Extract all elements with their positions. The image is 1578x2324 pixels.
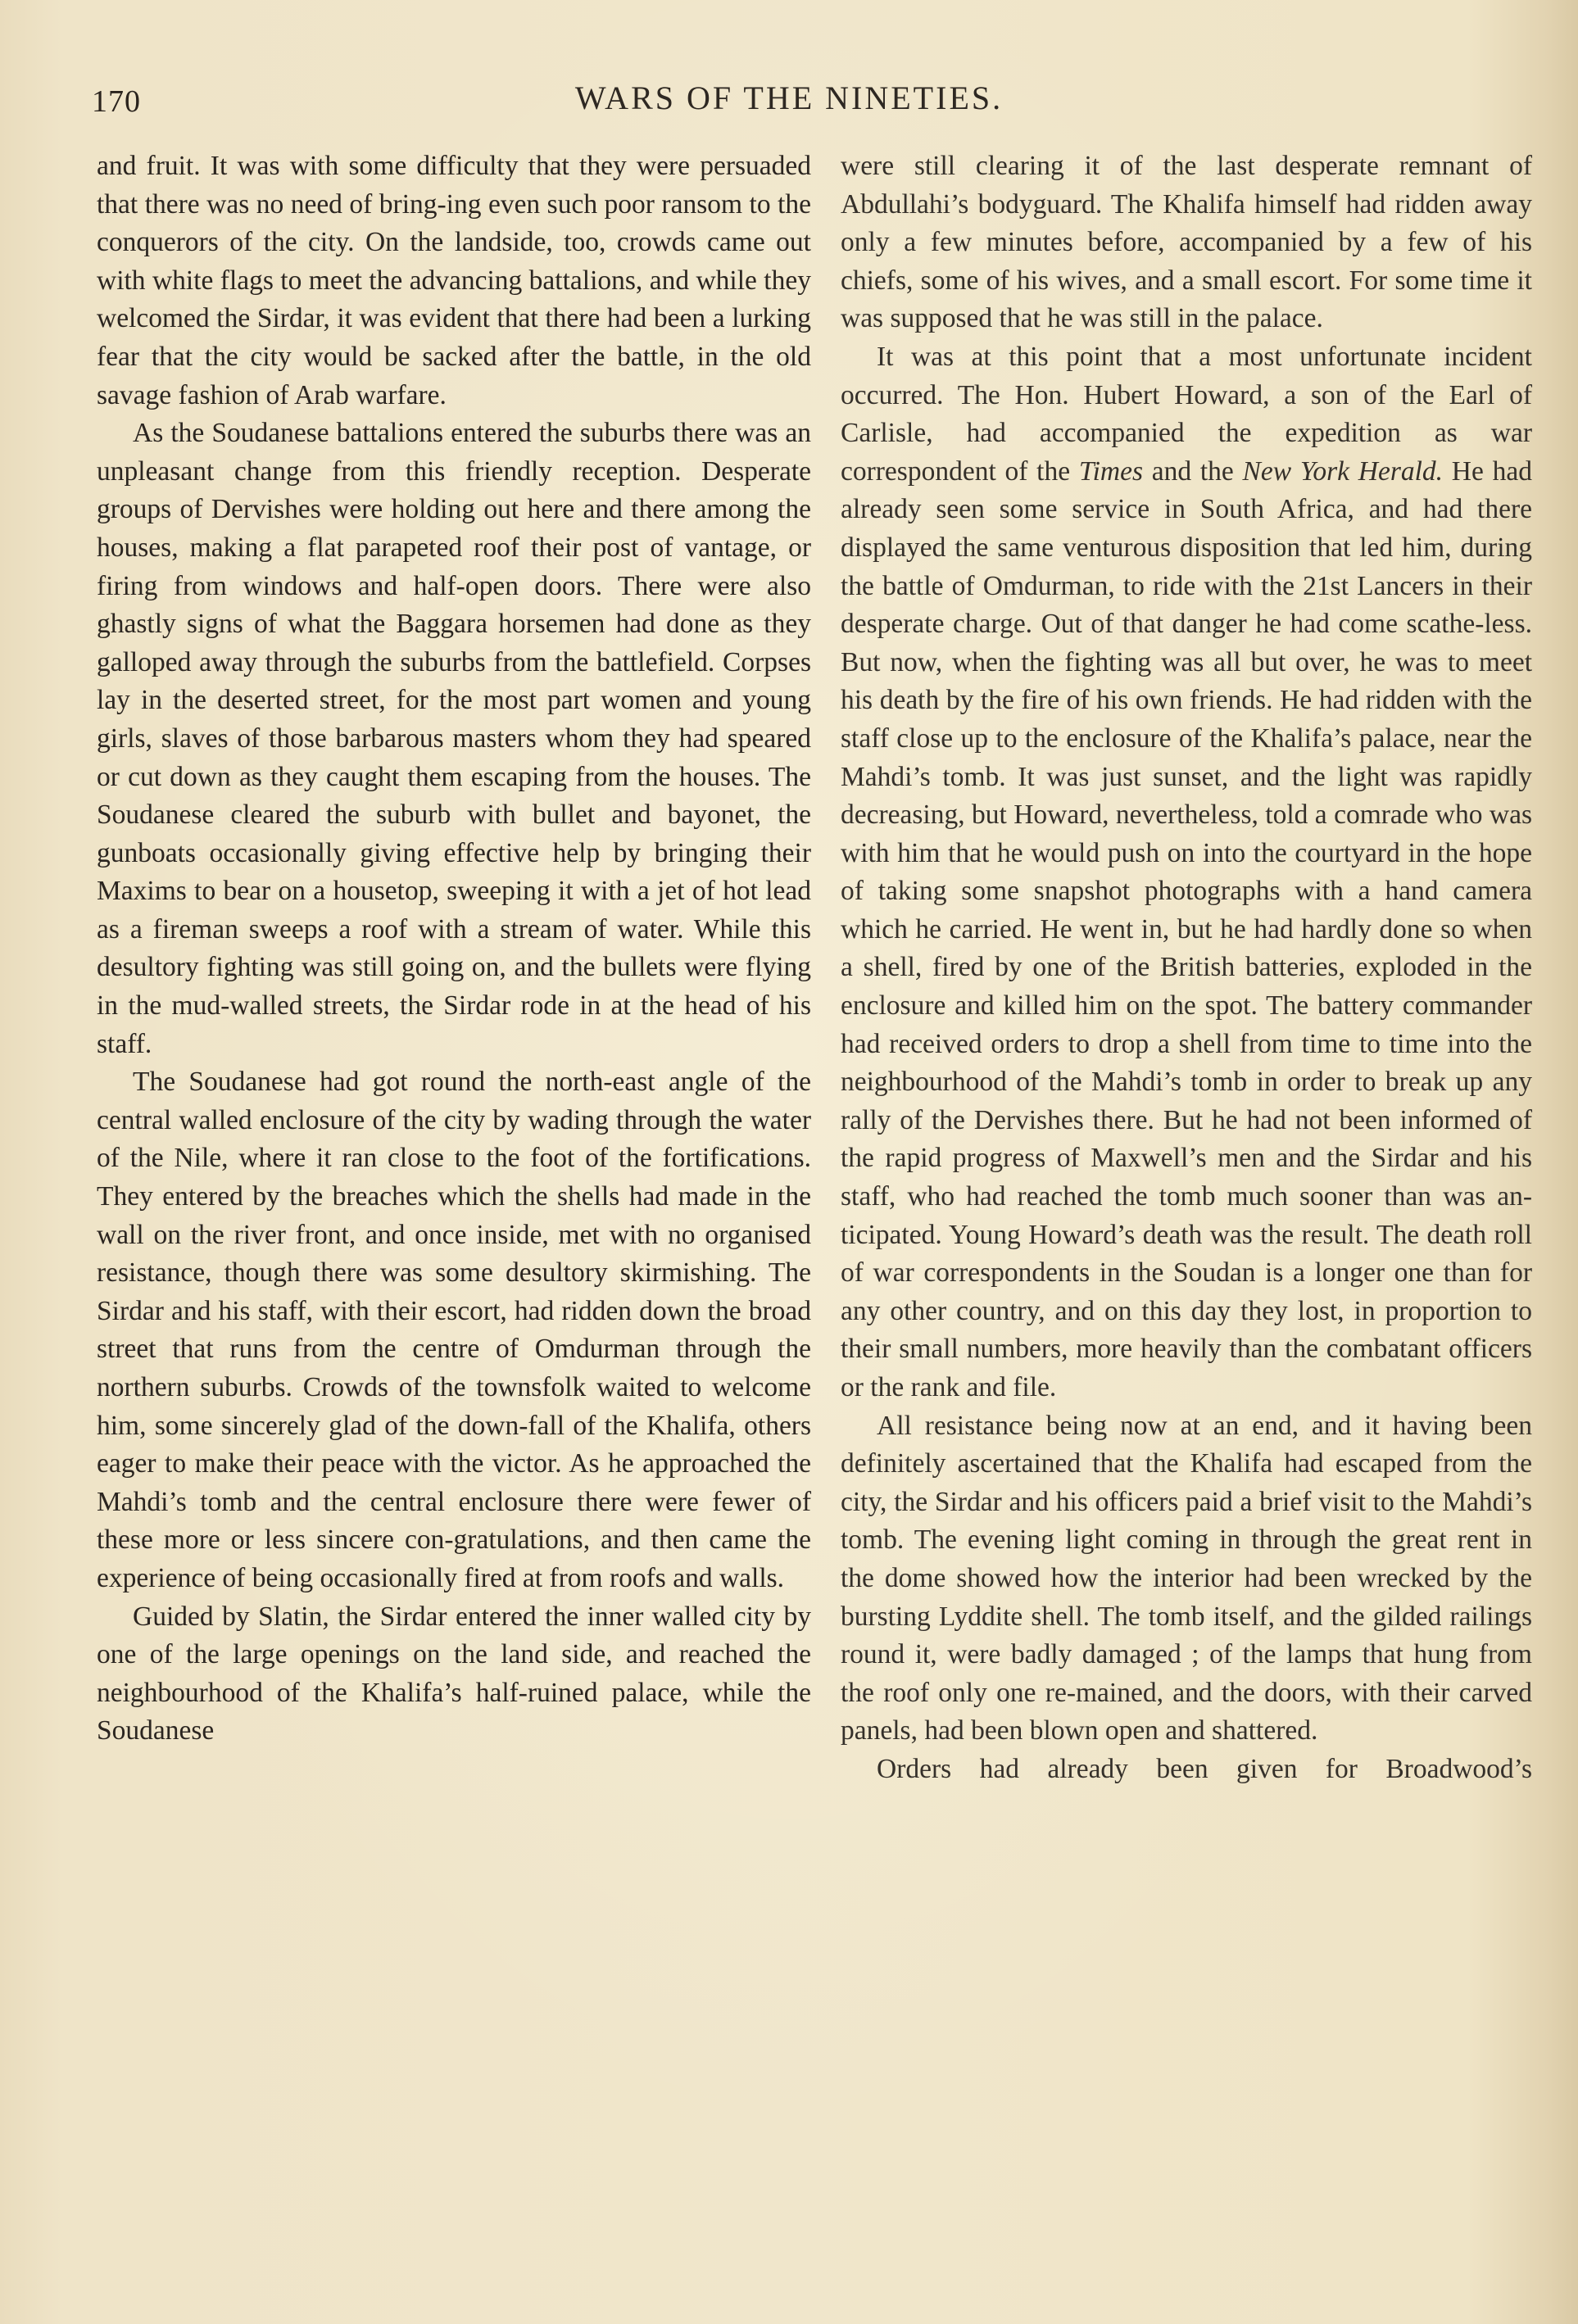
paragraph: As the Soudanese battalions entered the suburbs there was an unpleasant change from this friendly reception. Desperate groups of Dervishes were holding out here and there among the houses, making a flat parapeted roof their post of vantage, or firing from windows and half-open doors. There were also ghastly signs of what the Baggara horsemen had done as they galloped away through the suburbs from the battlefield. Corpses lay in the deserted street, for the most part women and young girls, slaves of those barbarous masters whom they had speared or cut down as they caught them escaping from the houses. The Soudanese cleared the suburb with bullet and bayonet, the gunboats occasionally giving effective help by bringing their Maxims to bear on a housetop, sweeping it with a jet of hot lead as a fireman sweeps a roof with a stream of water. While this desultory fighting was still going on, and the bullets were flying in the mud-walled streets, the Sirdar rode in at the head of his staff. (97, 418, 811, 1059)
newspaper-title-times: Times (1078, 455, 1144, 487)
paragraph-text: It was at this point that a most unfortunate incident occurred. The Hon. Hubert Howard, a son of the Earl of Carlisle, had accompanied the expedition as war correspondent of the (841, 341, 1532, 487)
left-column (97, 147, 811, 1751)
right-column (841, 147, 1532, 1789)
paragraph-continues: Orders had already been given for Broadwood’s (877, 1753, 1532, 1784)
paragraph-continues: Guided by Slatin, the Sirdar entered the inner walled city by one of the large openings on the land side, and reached the neighbourhood of the Khalifa’s half-ruined palace, while the Soudanese (97, 1601, 811, 1746)
running-title: WARS OF THE NINETIES. (574, 79, 1004, 116)
paragraph-continued: and fruit. It was with some difficulty that they were persuaded that there was no need of bring-ing even such poor ransom to the conquerors of the city. On the landside, too, crowds came out with white flags to meet the advancing battalions, and while they welcomed the Sirdar, it was evident that there had been a lurking fear that the city would be sacked after the battle, in the old savage fashion of Arab warfare. (97, 151, 811, 410)
paragraph-text: He had already seen some service in South Africa, and had there displayed the same venturous disposition that led him, during the battle of Omdurman, to ride with the 21st Lancers in their desperate charge. Out of that danger he had come scathe-less. But now, when the fighting was all but over, he was to meet his death by the fire of his own friends. He had ridden with the staff close up to the enclosure of the Khalifa’s palace, near the Mahdi’s tomb. It was just sunset, and the light was rapidly decreasing, but Howard, nevertheless, told a comrade who was with him that he would push on into the courtyard in the hope of taking some snapshot photographs with a hand camera which he carried. He went in, but he had hardly done so when a shell, fired by one of the British batteries, exploded in the enclosure and killed him on the spot. The battery commander had received orders to drop a shell from time to time into the neighbourhood of the Mahdi’s tomb in order to break up any rally of the Dervishes there. But he had not been informed of the rapid progress of Maxwell’s men and the Sirdar and his staff, who had reached the tomb much sooner than was an-ticipated. Young Howard’s death was the result. The death roll of war correspondents in the Soudan is a longer one than for any other country, and on this day they lost, in proportion to their small numbers, more heavily than the combatant officers or the rank and file. (841, 455, 1532, 1402)
paragraph (841, 338, 1532, 1407)
paragraph-text: and the (1143, 455, 1243, 487)
newspaper-title-herald: New York Herald. (1242, 455, 1444, 487)
paragraph: The Soudanese had got round the north-east angle of the central walled enclosure of the city by wading through the water of the Nile, where it ran close to the foot of the fortifications. They entered by the breaches which the shells had made in the wall on the river front, and once inside, met with no organised resistance, though there was some desultory skirmishing. The Sirdar and his staff, with their escort, had ridden down the broad street that runs from the centre of Omdurman through the northern suburbs. Crowds of the townsfolk waited to welcome him, some sincerely glad of the down-fall of the Khalifa, others eager to make their peace with the victor. As he approached the Mahdi’s tomb and the central enclosure there were fewer of these more or less sincere con-gratulations, and then came the experience of being occasionally fired at from roofs and walls. (97, 1067, 811, 1593)
page-number: 170 (92, 84, 141, 119)
paragraph: All resistance being now at an end, and it having been definitely ascertained that the Khalifa had escaped from the city, the Sirdar and his officers paid a brief visit to the Mahdi’s tomb. The evening light coming in through the great rent in the dome showed how the interior had been wrecked by the bursting Lyddite shell. The tomb itself, and the gilded railings round it, were badly damaged ; of the lamps that hung from the roof only one re-mained, and the doors, with their carved panels, had been blown open and shattered. (841, 1410, 1532, 1746)
paragraph-continued: were still clearing it of the last desperate remnant of Abdullahi’s bodyguard. The Khalifa himself had ridden away only a few minutes before, accompanied by a few of his chiefs, some of his wives, and a small escort. For some time it was supposed that he was still in the palace. (841, 151, 1532, 334)
